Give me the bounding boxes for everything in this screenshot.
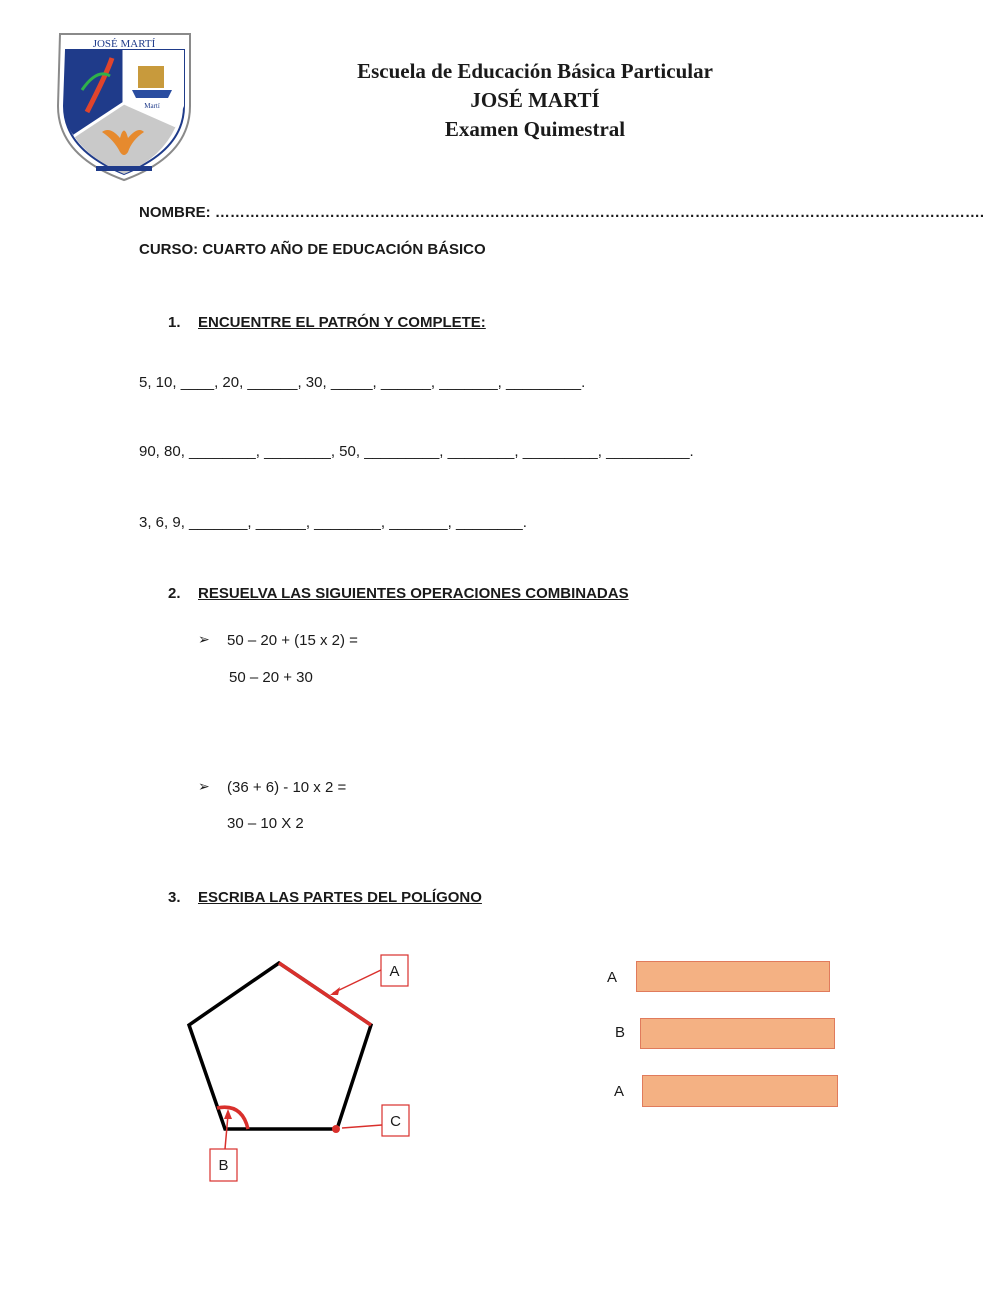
nombre-field[interactable]: NOMBRE: ………………………………………………………………………………………………………………………………………. [139,204,984,221]
section1-title: ENCUENTRE EL PATRÓN Y COMPLETE: [198,314,486,331]
section1-number: 1. [168,314,181,331]
operation-1-step[interactable]: 50 – 20 + 30 [229,669,313,686]
section3-title: ESCRIBA LAS PARTES DEL POLÍGONO [198,889,482,906]
answer-box-2[interactable] [640,1018,835,1049]
school-title: JOSÉ MARTÍ [470,88,600,112]
bullet-arrow-icon: ➢ [198,631,210,647]
operation-1: 50 – 20 + (15 x 2) = [227,632,358,649]
section2-number: 2. [168,585,181,602]
logo-lettering-small: Martí [144,102,160,110]
school-name: Escuela de Educación Básica Particular [357,59,713,83]
answer-label-2: B [615,1024,626,1041]
pattern-line-2[interactable]: 90, 80, ________, ________, 50, _________, ________, _________, __________. [139,443,694,460]
logo-lettering-top: JOSÉ MARTÍ [92,38,156,50]
pattern-line-3[interactable]: 3, 6, 9, _______, ______, ________, _______, ________. [139,514,527,531]
document-header [230,57,840,144]
exam-title: Examen Quimestral [444,117,626,141]
answer-label-1: A [607,969,618,986]
pattern-line-1[interactable]: 5, 10, ____, 20, ______, 30, _____, ______, _______, _________. [139,374,586,391]
bullet-arrow-icon: ➢ [198,778,210,794]
callout-label-b: B [218,1157,229,1174]
section2-title: RESUELVA LAS SIGUIENTES OPERACIONES COMBINADAS [198,585,629,602]
school-logo [52,28,194,184]
answer-label-3: A [614,1083,625,1100]
operation-2: (36 + 6) - 10 x 2 = [227,779,347,796]
section3-number: 3. [168,889,181,906]
answer-box-1[interactable] [636,961,830,992]
operation-2-step[interactable]: 30 – 10 X 2 [227,815,304,832]
pentagon-side-highlight [279,963,371,1025]
callout-label-a: A [389,963,400,980]
pentagon-vertex-dot [332,1125,340,1133]
answer-box-3[interactable] [642,1075,838,1107]
pentagon-figure [170,945,420,1190]
callout-label-c: C [390,1113,401,1130]
curso-field: CURSO: CUARTO AÑO DE EDUCACIÓN BÁSICO [139,241,486,258]
